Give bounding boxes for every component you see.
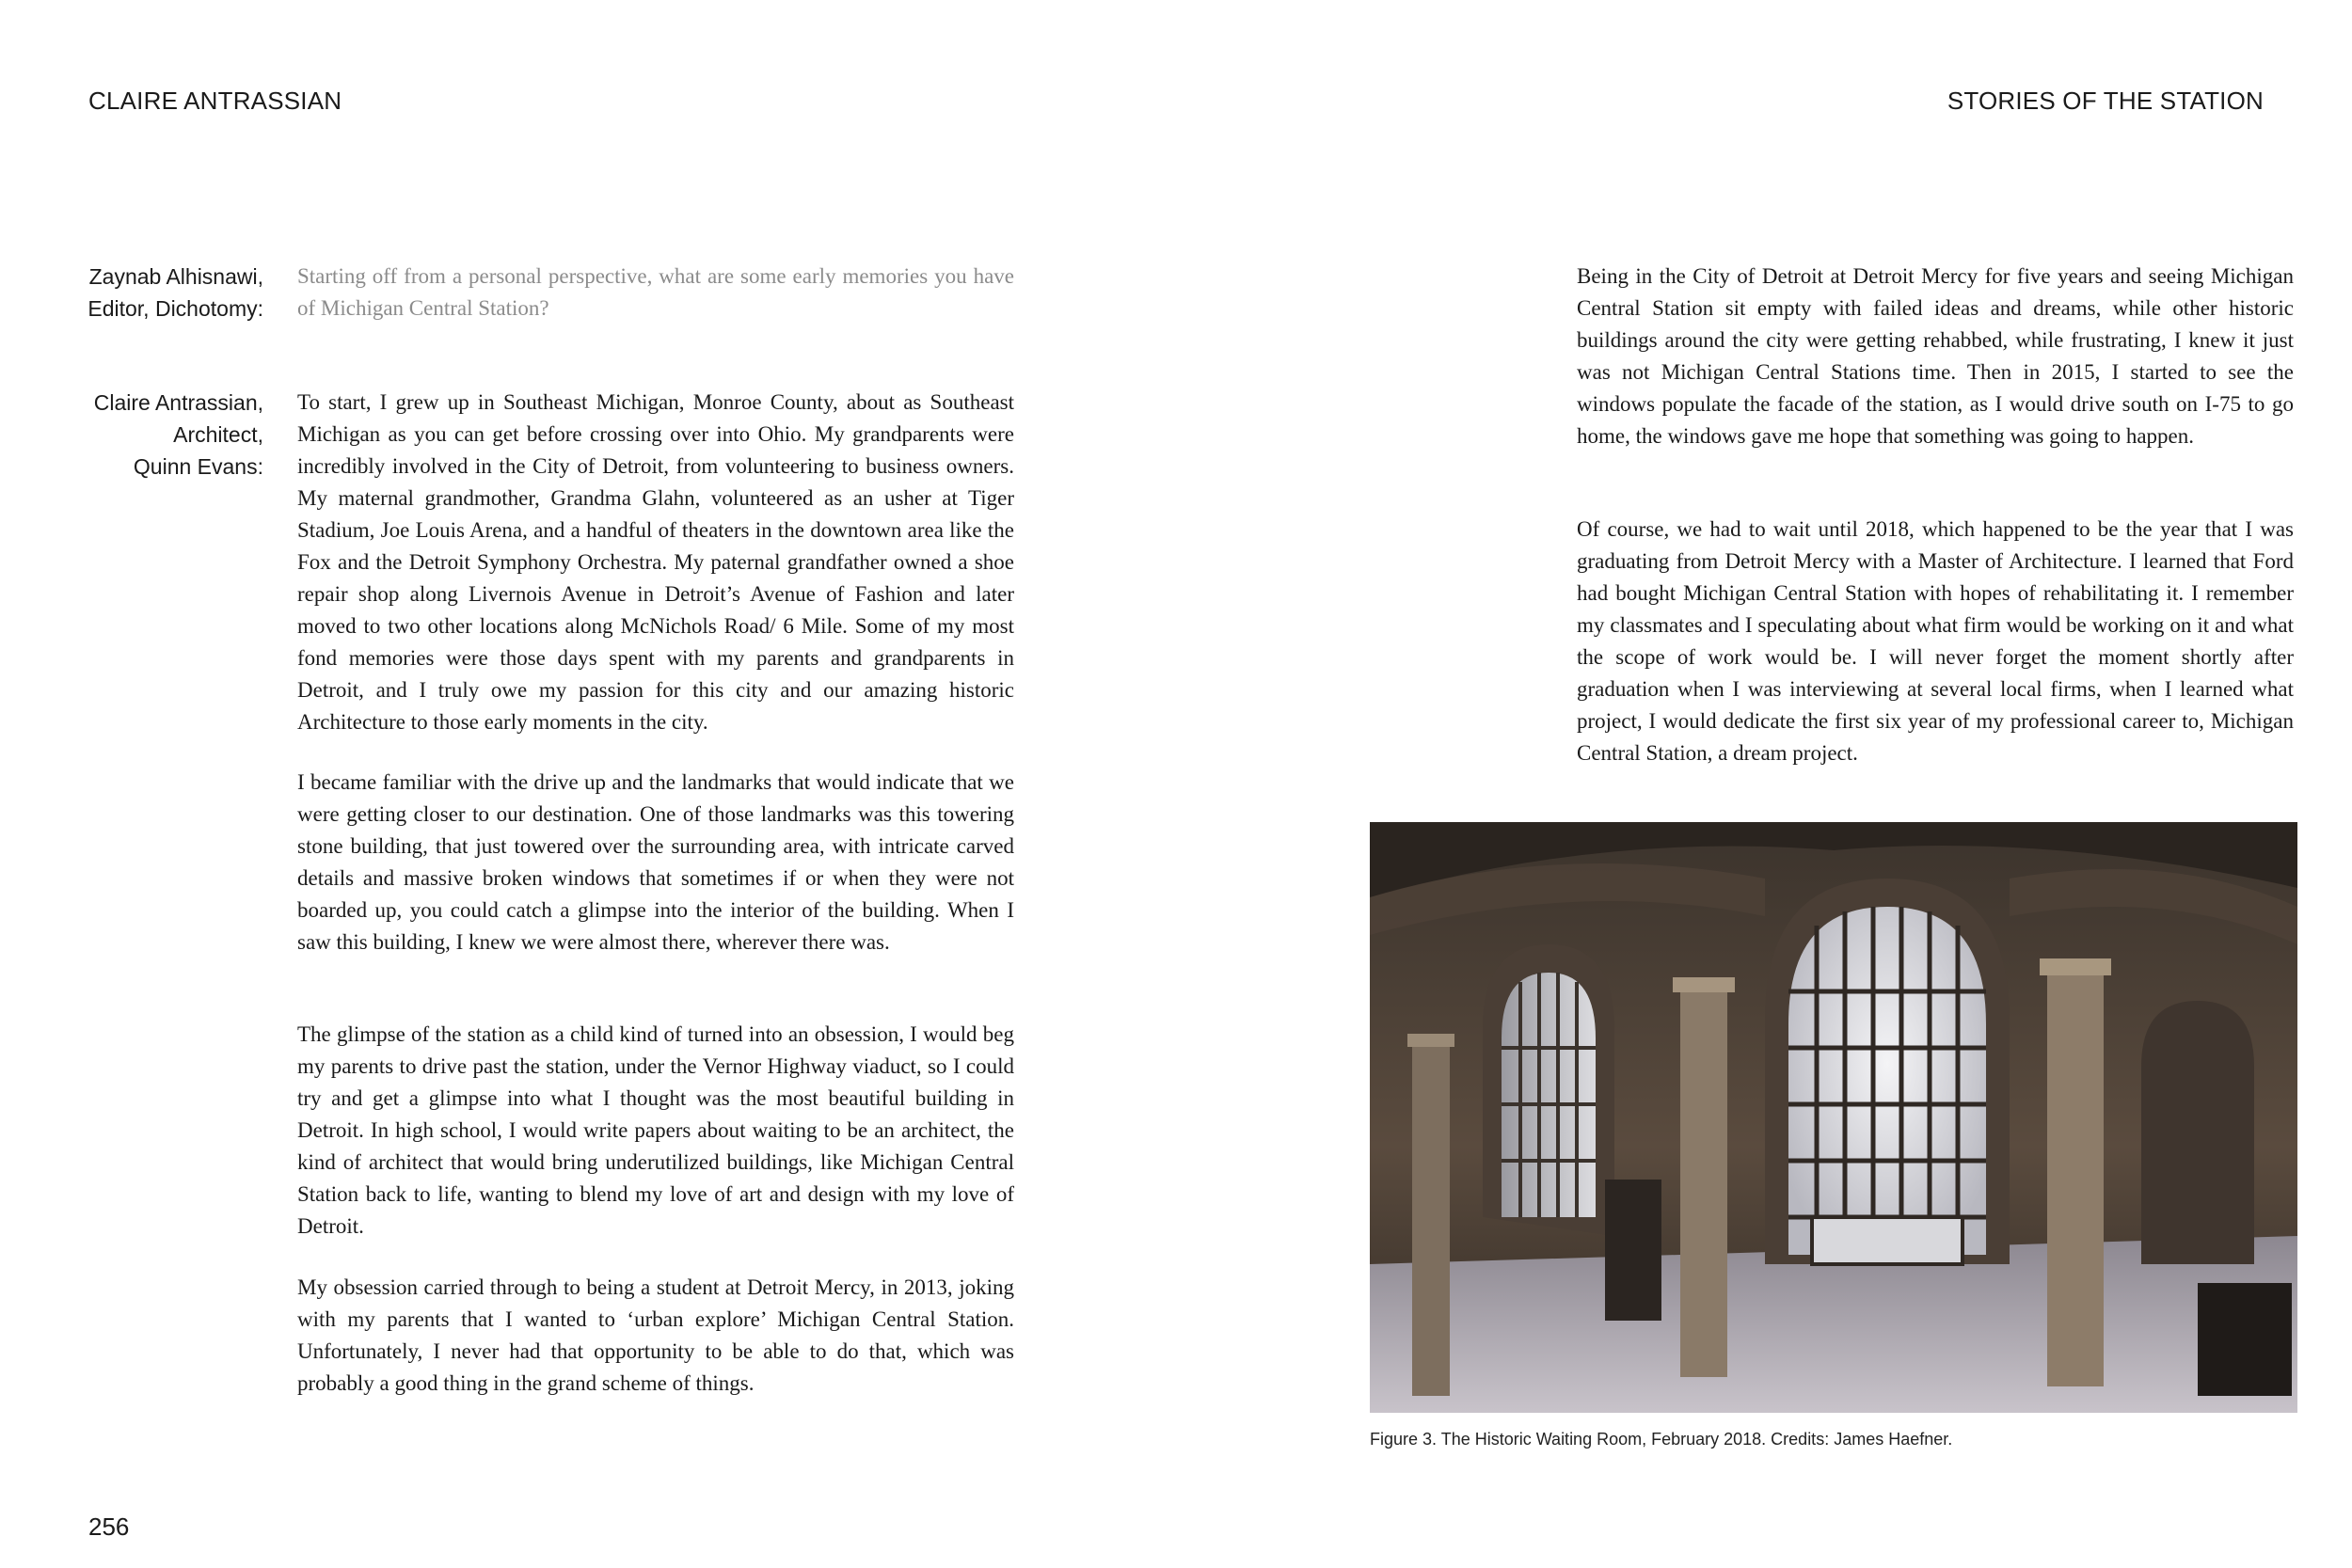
- speaker-interviewer: [56, 261, 263, 325]
- running-head-author: CLAIRE ANTRASSIAN: [88, 87, 342, 115]
- running-head-title: STORIES OF THE STATION: [1947, 87, 2264, 115]
- page-number: 256: [88, 1513, 130, 1541]
- speaker-respondent-name: Claire Antrassian,: [93, 390, 263, 415]
- waiting-room-photo: [1370, 822, 2297, 1413]
- answer-paragraph-5: Being in the City of Detroit at Detroit Mercy for five years and seeing Michigan Central Station sit empty with failed ideas and dreams, while other historic buildings around the city were getting rehabbed, while frustrating, I knew it just was not Michigan Central Stations time. Then in 2015, I started to see the windows populate the facade of the station, as I would drive south on I-75 to go home, the windows gave me hope that something was going to happen.: [1577, 264, 2294, 448]
- answer-paragraph-1: To start, I grew up in Southeast Michigan, Monroe County, about as Southeast Michigan as you can get before crossing over into Ohio. My grandparents were incredibly involved in the City of Detroit, from volunteering to business owners. My maternal grandmother, Grandma Glahn, volunteered as an usher at Tiger Stadium, Joe Louis Arena, and a handful of theaters in the downtown area like the Fox and the Detroit Symphony Orchestra. My paternal grandfather owned a shoe repair shop along Livernois Avenue in Detroit’s Avenue of Fashion and later moved to two other locations along McNichols Road/ 6 Mile. Some of my most fond memories were those days spent with my parents and grandparents in Detroit, and I truly owe my passion for this city and our amazing historic Architecture to those early moments in the city.: [297, 390, 1014, 734]
- interview-question: Starting off from a personal perspective, what are some early memories you have of Michigan Central Station?: [297, 264, 1014, 320]
- answer-paragraph-3: The glimpse of the station as a child kind of turned into an obsession, I would beg my parents to drive past the station, under the Vernor Highway viaduct, so I could try and get a glimpse into what I thought was the most beautiful building in Detroit. In high school, I would write papers about waiting to be an architect, the kind of architect that would bring underutilized buildings, like Michigan Central Station back to life, wanting to blend my love of art and design with my love of Detroit.: [297, 1022, 1014, 1238]
- answer-paragraph-6: Of course, we had to wait until 2018, which happened to be the year that I was graduating from Detroit Mercy with a Master of Architecture. I learned that Ford had bought Michigan Central Station with hopes of rehabilitating it. I remember my classmates and I speculating about what firm would be working on it and what the scope of work would be. I will never forget the moment shortly after graduation when I was interviewing at several local firms, when I learned what project, I would dedicate the first six year of my professional career to, Michigan Central Station, a dream project.: [1577, 517, 2294, 765]
- answer-paragraph-4: My obsession carried through to being a student at Detroit Mercy, in 2013, joking with my parents that I wanted to ‘urban explore’ Michigan Central Station. Unfortunately, I never had that opportunity to be able to do that, which was probably a good thing in the grand scheme of things.: [297, 1275, 1014, 1395]
- answer-paragraph-2: I became familiar with the drive up and the landmarks that would indicate that we were getting closer to our destination. One of those landmarks was this towering stone building, that just towered over the surrounding area, with intricate carved details and massive broken windows that sometimes if or when they were not boarded up, you could catch a glimpse into the interior of the building. When I saw this building, I knew we were almost there, wherever there was.: [297, 770, 1014, 954]
- figure-caption: Figure 3. The Historic Waiting Room, February 2018. Credits: James Haefner.: [1370, 1430, 1953, 1449]
- speaker-respondent-title: Architect,: [173, 422, 263, 447]
- speaker-interviewer-name: Zaynab Alhisnawi,: [88, 264, 263, 289]
- speaker-interviewer-role: Editor, Dichotomy:: [87, 296, 263, 321]
- speaker-respondent: [56, 387, 263, 483]
- speaker-respondent-firm: Quinn Evans:: [133, 454, 263, 479]
